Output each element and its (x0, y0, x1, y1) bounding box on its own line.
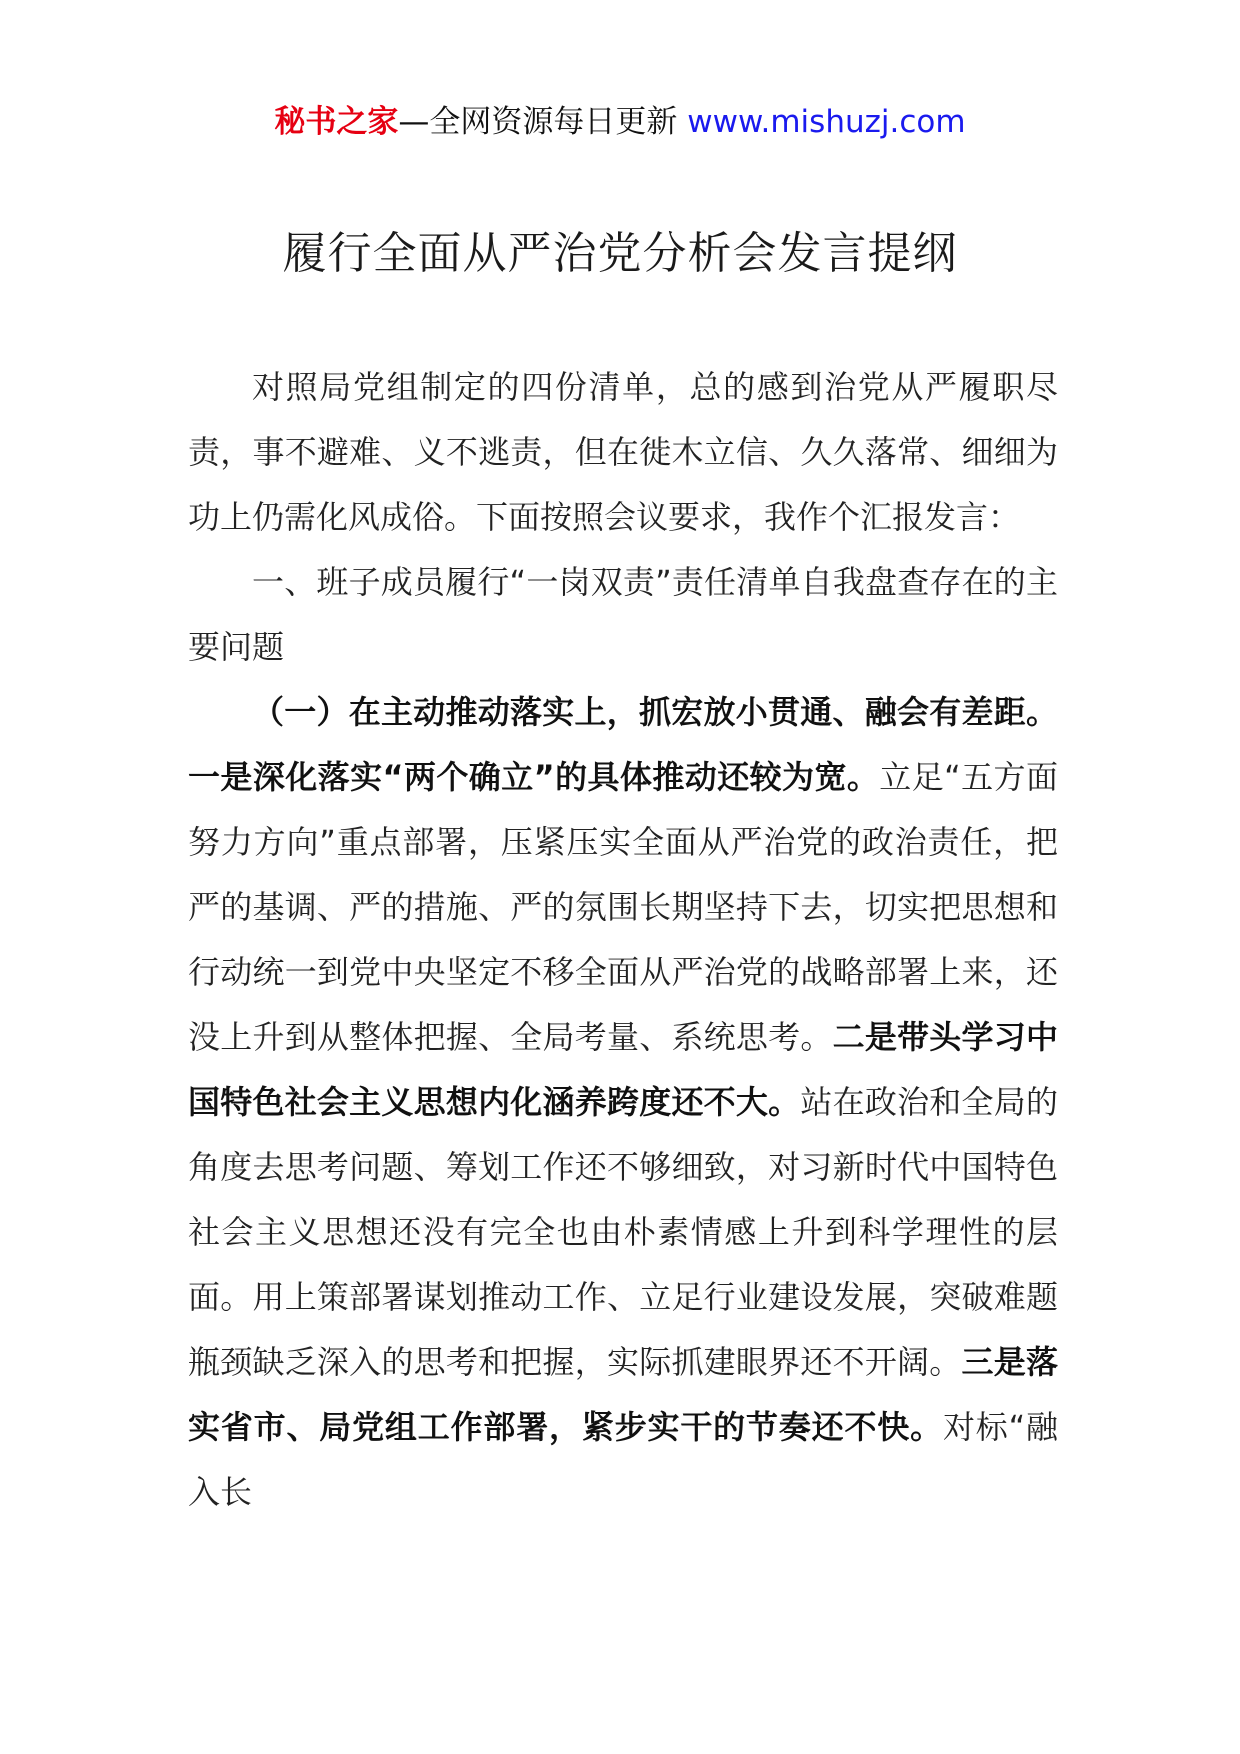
point-two-heading: 二是带头学习中国特色社会主义思想内化涵养跨度还不大。 (188, 1018, 1058, 1121)
point-one-heading: 一是深化落实“两个确立”的具体推动还较为宽。 (188, 758, 880, 796)
sub-heading: （一）在主动推动落实上，抓宏放小贯通、融会有差距。 (252, 693, 1058, 731)
point-one-text: 立足“五方面努力方向”重点部署，压紧压实全面从严治党的政治责任，把严的基调、严的措施、严的氛围长期坚持下去，切实把思想和行动统一到党中央坚定不移全面从严治党的战略部署上来，还没上升到从整体把握、全局考量、系统思考。 (188, 758, 1058, 1056)
section-heading: 一、班子成员履行“一岗双责”责任清单自我盘查存在的主要问题 (188, 563, 1058, 666)
site-url-link[interactable]: www.mishuzj.com (687, 104, 966, 140)
site-header (0, 100, 1240, 144)
document-title: 履行全面从严治党分析会发言提纲 (282, 228, 958, 279)
site-slogan: —全网资源每日更新 (398, 104, 678, 140)
problem-paragraph (188, 680, 1058, 1525)
brand-name: 秘书之家 (274, 104, 399, 140)
point-three-heading: 三是落实省市、局党组工作部署，紧步实干的节奏还不快。 (188, 1343, 1058, 1446)
intro-paragraph: 对照局党组制定的四份清单，总的感到治党从严履职尽责，事不避难、义不逃责，但在徙木立信、久久落常、细细为功上仍需化风成俗。下面按照会议要求，我作个汇报发言： (188, 368, 1058, 536)
document-body (188, 355, 1058, 1525)
point-three-text: 对标“融入长 (188, 1408, 1058, 1511)
point-two-text: 站在政治和全局的角度去思考问题、筹划工作还不够细致，对习新时代中国特色社会主义思想还没有完全也由朴素情感上升到科学理性的层面。用上策部署谋划推动工作、立足行业建设发展，突破难题瓶颈缺乏深入的思考和把握，实际抓建眼界还不开阔。 (188, 1083, 1058, 1381)
